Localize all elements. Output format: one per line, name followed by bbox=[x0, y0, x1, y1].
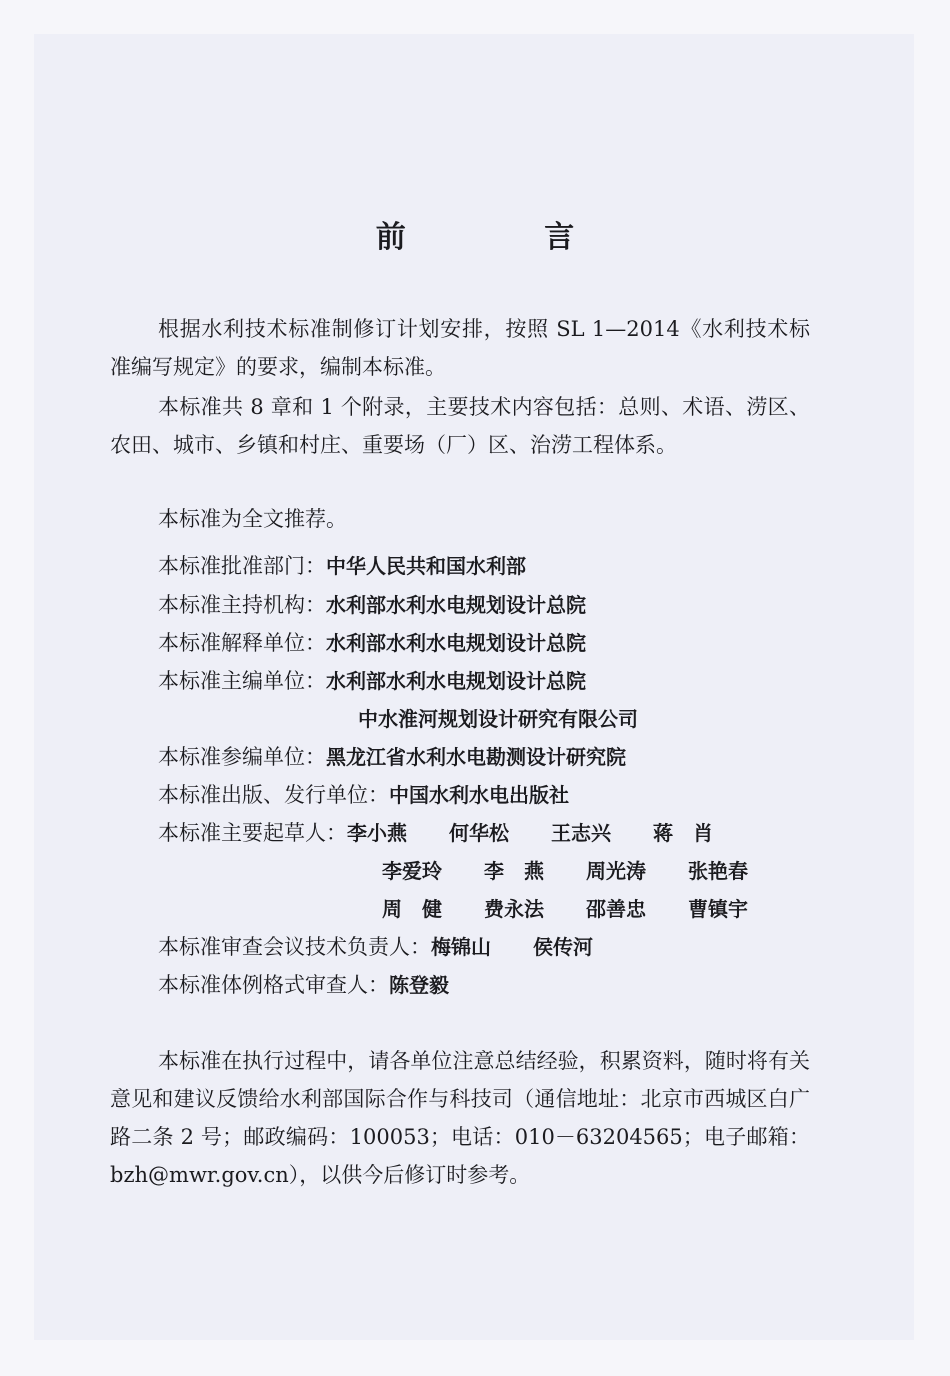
paragraph-basis: 根据水利技术标准制修订计划安排，按照 SL 1—2014《水利技术标准编写规定》的要求，编制本标准。 bbox=[110, 317, 810, 379]
format-row bbox=[158, 966, 449, 1004]
interpret-label: 本标准解释单位： bbox=[158, 631, 326, 655]
host-row bbox=[158, 586, 586, 624]
drafters-row-3 bbox=[382, 890, 790, 928]
format-value: 陈登毅 bbox=[389, 973, 449, 997]
drafter-name: 周 健 bbox=[382, 897, 442, 921]
drafter-name: 李爱玲 bbox=[382, 859, 442, 883]
host-label: 本标准主持机构： bbox=[158, 593, 326, 617]
approval-row bbox=[158, 547, 526, 585]
review-row bbox=[158, 928, 635, 966]
drafter-name: 王志兴 bbox=[551, 821, 611, 845]
drafter-name: 蒋 肖 bbox=[653, 821, 713, 845]
page-title: 前 言 bbox=[375, 220, 639, 255]
approval-value: 中华人民共和国水利部 bbox=[326, 554, 526, 578]
drafter-name: 周光涛 bbox=[586, 859, 646, 883]
reviewer-name: 侯传河 bbox=[533, 935, 593, 959]
review-label: 本标准审查会议技术负责人： bbox=[158, 935, 431, 959]
chief-value-1: 水利部水利水电规划设计总院 bbox=[326, 669, 586, 693]
participate-label: 本标准参编单位： bbox=[158, 745, 326, 769]
paragraph-feedback: 本标准在执行过程中，请各单位注意总结经验，积累资料，随时将有关意见和建议反馈给水利部国际合作与科技司（通信地址：北京市西城区白广路二条 2 号；邮政编码：100053；电话：010－63204565；电子邮箱：bzh@mwr.gov.cn），以供今后修订时参考。 bbox=[110, 1049, 810, 1187]
participate-row bbox=[158, 738, 626, 776]
drafters-row-1 bbox=[158, 814, 755, 852]
publisher-label: 本标准出版、发行单位： bbox=[158, 783, 389, 807]
chief-value-2: 中水淮河规划设计研究有限公司 bbox=[358, 707, 638, 731]
drafters-label: 本标准主要起草人： bbox=[158, 821, 347, 845]
interpret-row bbox=[158, 624, 586, 662]
approval-label: 本标准批准部门： bbox=[158, 554, 326, 578]
drafter-name: 李小燕 bbox=[347, 821, 407, 845]
drafters-row-2 bbox=[382, 852, 790, 890]
participate-value: 黑龙江省水利水电勘测设计研究院 bbox=[326, 745, 626, 769]
interpret-value: 水利部水利水电规划设计总院 bbox=[326, 631, 586, 655]
drafter-name: 邵善忠 bbox=[586, 897, 646, 921]
drafter-name: 费永法 bbox=[484, 897, 544, 921]
drafter-name: 何华松 bbox=[449, 821, 509, 845]
publisher-row bbox=[158, 776, 569, 814]
paragraph-contents: 本标准共 8 章和 1 个附录，主要技术内容包括：总则、术语、涝区、农田、城市、乡镇和村庄、重要场（厂）区、治涝工程体系。 bbox=[110, 395, 810, 457]
paragraph-recommendation: 本标准为全文推荐。 bbox=[158, 507, 347, 531]
chief-row bbox=[158, 662, 586, 700]
format-label: 本标准体例格式审查人： bbox=[158, 973, 389, 997]
reviewer-name: 梅锦山 bbox=[431, 935, 491, 959]
host-value: 水利部水利水电规划设计总院 bbox=[326, 593, 586, 617]
chief-row-2 bbox=[358, 700, 638, 738]
drafter-name: 李 燕 bbox=[484, 859, 544, 883]
drafter-name: 曹镇宇 bbox=[688, 897, 748, 921]
drafter-name: 张艳春 bbox=[688, 859, 748, 883]
chief-label: 本标准主编单位： bbox=[158, 669, 326, 693]
publisher-value: 中国水利水电出版社 bbox=[389, 783, 569, 807]
